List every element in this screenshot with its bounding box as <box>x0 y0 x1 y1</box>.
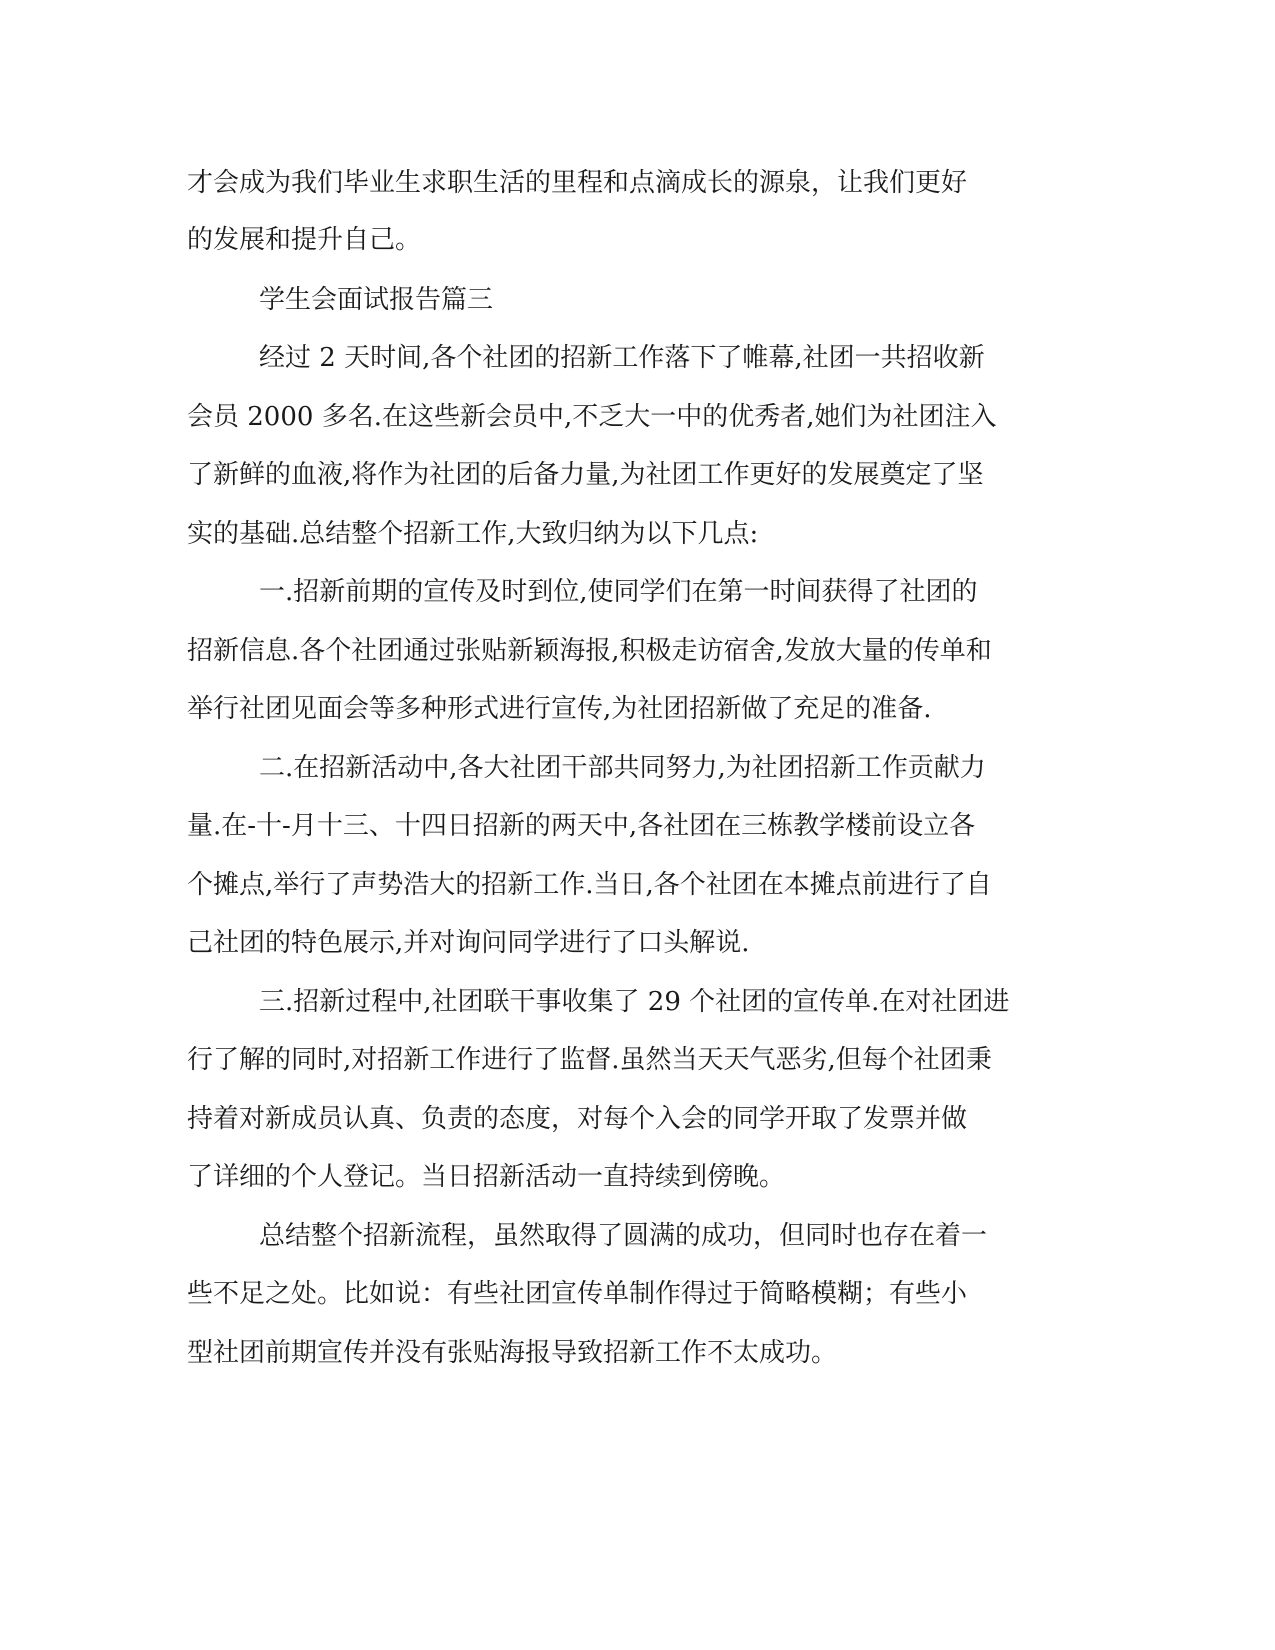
text-line: 三.招新过程中,社团联干事收集了 29 个社团的宣传单.在对社团进 <box>259 987 1010 1017</box>
section-heading: 学生会面试报告篇三 <box>259 285 494 315</box>
text-line: 才会成为我们毕业生求职生活的里程和点滴成长的源泉，让我们更好 <box>187 168 968 198</box>
text-line: 行了解的同时,对招新工作进行了监督.虽然当天天气恶劣,但每个社团秉 <box>187 1045 992 1075</box>
text-line: 招新信息.各个社团通过张贴新颖海报,积极走访宿舍,发放大量的传单和 <box>187 636 992 666</box>
text-line: 会员 2000 多名.在这些新会员中,不乏大一中的优秀者,她们为社团注入 <box>187 402 997 432</box>
text-line: 总结整个招新流程，虽然取得了圆满的成功，但同时也存在着一 <box>259 1221 988 1251</box>
text-line: 型社团前期宣传并没有张贴海报导致招新工作不太成功。 <box>187 1338 838 1368</box>
text-line: 了新鲜的血液,将作为社团的后备力量,为社团工作更好的发展奠定了坚 <box>187 460 984 490</box>
text-line: 一.招新前期的宣传及时到位,使同学们在第一时间获得了社团的 <box>259 577 978 607</box>
text-line: 经过 2 天时间,各个社团的招新工作落下了帷幕,社团一共招收新 <box>259 343 985 373</box>
text-line: 些不足之处。比如说：有些社团宣传单制作得过于简略模糊；有些小 <box>187 1279 968 1309</box>
text-line: 量.在-十-月十三、十四日招新的两天中,各社团在三栋教学楼前设立各 <box>187 811 976 841</box>
text-line: 己社团的特色展示,并对询问同学进行了口头解说. <box>187 928 750 958</box>
text-line: 个摊点,举行了声势浩大的招新工作.当日,各个社团在本摊点前进行了自 <box>187 870 992 900</box>
text-line: 二.在招新活动中,各大社团干部共同努力,为社团招新工作贡献力 <box>259 753 986 783</box>
text-line: 举行社团见面会等多种形式进行宣传,为社团招新做了充足的准备. <box>187 694 932 724</box>
text-line: 持着对新成员认真、负责的态度，对每个入会的同学开取了发票并做 <box>187 1104 968 1134</box>
text-line: 的发展和提升自己。 <box>187 225 422 255</box>
text-line: 实的基础.总结整个招新工作,大致归纳为以下几点: <box>187 519 759 549</box>
text-line: 了详细的个人登记。当日招新活动一直持续到傍晚。 <box>187 1162 786 1192</box>
